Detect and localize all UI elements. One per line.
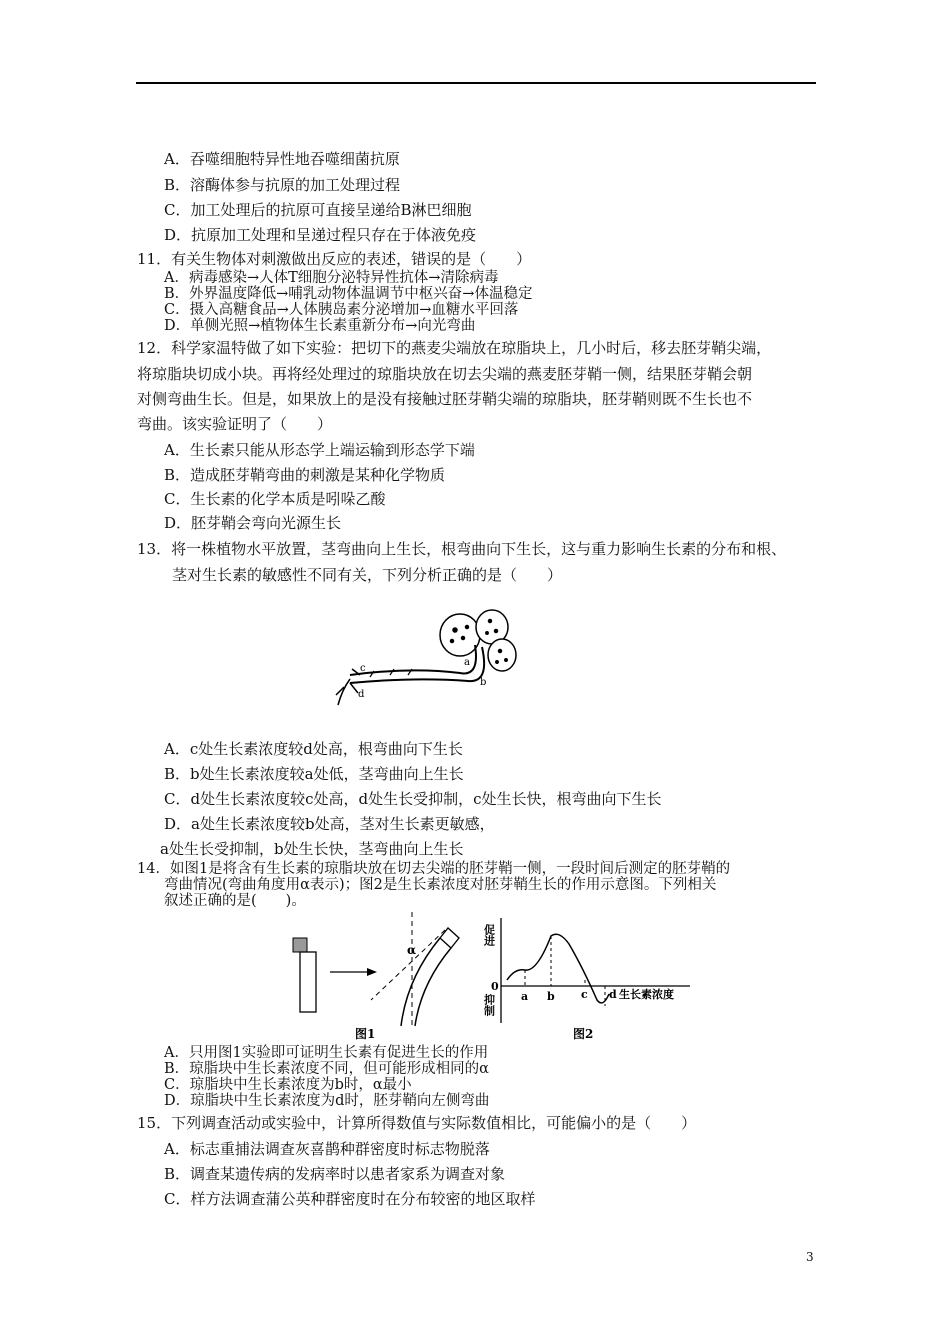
q10-option-c: C．加工处理后的抗原可直接呈递给B淋巴细胞 [164,201,472,219]
alpha-label: α [407,943,417,957]
q12-stem-line2: 将琼脂块切成小块。再将经处理过的琼脂块放在切去尖端的燕麦胚芽鞘一侧，结果胚芽鞘会朝 [137,365,753,383]
origin-label: 0 [491,980,499,993]
label-d: d [358,689,365,700]
q12-option-b: B．造成胚芽鞘弯曲的刺激是某种化学物质 [164,466,446,484]
q15-option-b: B．调查某遗传病的发病率时以患者家系为调查对象 [164,1165,506,1183]
q11-stem: 11．有关生物体对刺激做出反应的表述，错误的是（ ） [137,250,532,268]
q12-option-d: D．胚芽鞘会弯向光源生长 [164,514,342,532]
tick-d: d [609,988,617,1001]
y-axis-top-label: 促进 [482,924,496,946]
label-c: c [360,663,366,674]
q12-stem-line4: 弯曲。该实验证明了（ ） [137,415,333,433]
q13-option-c: C．d处生长素浓度较c处高，d处生长受抑制，c处生长快，根弯曲向下生长 [164,790,662,808]
q10-option-d: D．抗原加工处理和呈递过程只存在于体液免疫 [164,226,477,244]
q11-option-c: C．摄入高糖食品→人体胰岛素分泌增加→血糖水平回落 [164,302,519,318]
q11-option-b: B．外界温度降低→哺乳动物体温调节中枢兴奋→体温稳定 [164,286,533,302]
q12-stem-line3: 对侧弯曲生长。但是，如果放上的是没有接触过胚芽鞘尖端的琼脂块，胚芽鞘则既不生长也不 [137,390,753,408]
q13-option-a: A．c处生长素浓度较d处高，根弯曲向下生长 [164,740,463,758]
q15-stem: 15．下列调查活动或实验中，计算所得数值与实际数值相比，可能偏小的是（ ） [137,1114,697,1132]
q14-option-b: B．琼脂块中生长素浓度不同，但可能形成相同的α [164,1061,489,1077]
plant-diagram [330,605,530,720]
q14-stem-line2: 弯曲情况(弯曲角度用α表示)；图2是生长素浓度对胚芽鞘生长的作用示意图。下列相关 [164,877,717,893]
q14-option-c: C．琼脂块中生长素浓度为b时，α最小 [164,1077,412,1093]
page-number: 3 [806,1250,814,1264]
tick-c: c [581,988,588,1001]
arrow-head-icon [367,968,377,976]
q14-stem-line3: 叙述正确的是( )。 [164,893,306,909]
q10-option-b: B．溶酶体参与抗原的加工处理过程 [164,176,401,194]
x-axis-label: 生长素浓度 [619,988,674,1001]
header-rule [136,82,816,84]
tangent-reference-line [371,930,445,1000]
figure-1 [285,908,485,1043]
q13-option-d-continued: a处生长受抑制，b处生长快，茎弯曲向上生长 [160,840,464,858]
tick-a: a [521,990,529,1003]
q15-option-c: C．样方法调查蒲公英种群密度时在分布较密的地区取样 [164,1190,536,1208]
q14-stem-line1: 14．如图1是将含有生长素的琼脂块放在切去尖端的胚芽鞘一侧，一段时间后测定的胚芽鞘的 [137,861,731,877]
y-axis-bottom-label: 抑制 [482,994,496,1016]
q10-option-a: A．吞噬细胞特异性地吞噬细菌抗原 [164,150,400,168]
q12-option-a: A．生长素只能从形态学上端运输到形态学下端 [164,441,475,459]
q11-option-a: A．病毒感染→人体T细胞分泌特异性抗体→清除病毒 [164,270,499,286]
q12-option-c: C．生长素的化学本质是吲哚乙酸 [164,490,386,508]
figure-2 [482,908,695,1043]
agar-block-tilted [440,928,459,948]
q11-option-d: D．单侧光照→植物体生长素重新分布→向光弯曲 [164,318,476,334]
q14-option-a: A．只用图1实验即可证明生长素有促进生长的作用 [164,1045,489,1061]
q12-stem-line1: 12．科学家温特做了如下实验：把切下的燕麦尖端放在琼脂块上，几小时后，移去胚芽鞘尖端， [137,339,772,357]
label-a: a [464,657,470,668]
plant-leaves [440,610,516,671]
q13-option-d: D．a处生长素浓度较b处高，茎对生长素更敏感， [164,815,495,833]
figure-2-caption: 图2 [573,1027,594,1041]
tick-b: b [547,990,555,1003]
agar-block [293,938,307,952]
figure-1-caption: 图1 [355,1027,376,1041]
q14-option-d: D．琼脂块中生长素浓度为d时，胚芽鞘向左侧弯曲 [164,1093,490,1109]
q15-option-a: A．标志重捕法调查灰喜鹊种群密度时标志物脱落 [164,1140,490,1158]
label-b: b [480,677,487,688]
q13-option-b: B．b处生长素浓度较a处低，茎弯曲向上生长 [164,765,464,783]
coleoptile-straight [300,952,316,1012]
q13-stem-line2: 茎对生长素的敏感性不同有关，下列分析正确的是（ ） [172,566,563,584]
q13-stem-line1: 13．将一株植物水平放置，茎弯曲向上生长，根弯曲向下生长，这与重力影响生长素的分布和根、 [137,540,787,558]
